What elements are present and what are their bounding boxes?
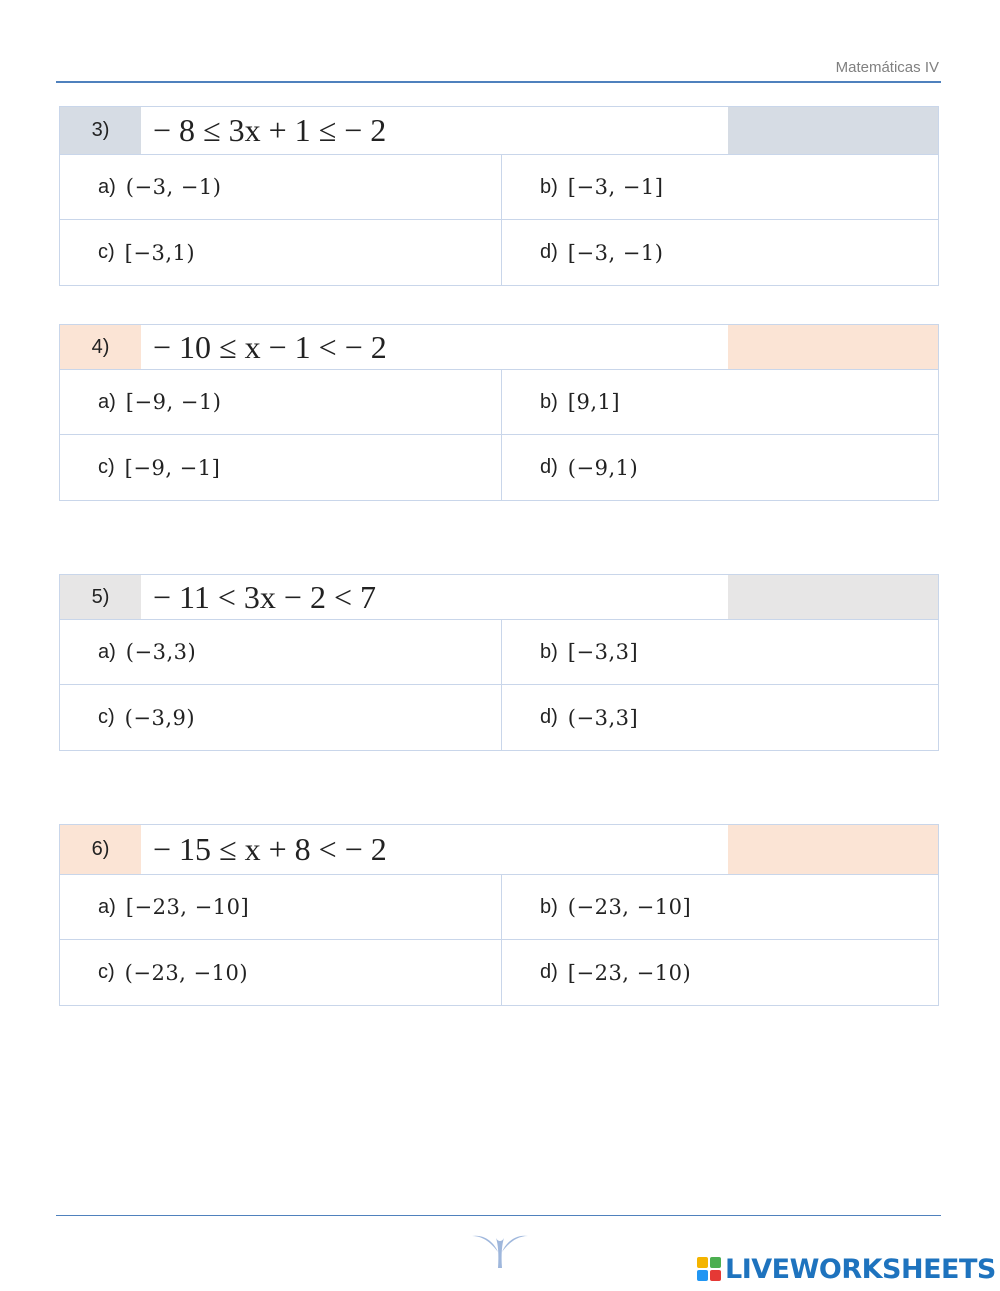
options-grid	[59, 874, 939, 1006]
option-value: (−23, −10)	[124, 960, 249, 985]
question-spacer	[406, 107, 728, 154]
question-spacer	[406, 325, 728, 369]
option-value: [−3,3]	[567, 640, 639, 664]
question-number: 4)	[60, 325, 141, 369]
options-grid	[59, 619, 939, 751]
question-number: 3)	[60, 107, 141, 154]
liveworksheets-brand[interactable]	[697, 1252, 996, 1286]
answer-box[interactable]	[728, 825, 938, 874]
option-value: [−3, −1]	[567, 175, 664, 199]
option-value: (−3,9)	[124, 705, 196, 730]
option-d[interactable]	[502, 435, 938, 500]
option-value: [−3, −1)	[567, 240, 664, 265]
option-label: c)	[98, 706, 115, 728]
answer-box[interactable]	[728, 575, 938, 619]
option-value: [−9, −1]	[124, 455, 221, 480]
option-value: [−23, −10)	[567, 960, 692, 985]
option-label: b)	[540, 175, 558, 198]
header-divider	[56, 81, 941, 83]
question-number: 5)	[60, 575, 141, 619]
page-header-title: Matemáticas IV	[835, 59, 939, 76]
option-value: (−23, −10]	[567, 895, 692, 919]
option-a[interactable]	[60, 875, 502, 940]
option-label: c)	[98, 241, 115, 263]
leaf-logo-icon	[470, 1230, 530, 1270]
question-header	[59, 324, 939, 369]
option-a[interactable]	[60, 620, 502, 685]
option-label: d)	[540, 241, 558, 263]
option-c[interactable]	[60, 220, 502, 285]
option-c[interactable]	[60, 435, 502, 500]
option-b[interactable]	[502, 875, 938, 940]
option-value: (−3,3)	[125, 640, 197, 664]
option-label: a)	[98, 640, 116, 663]
option-c[interactable]	[60, 940, 502, 1005]
answer-box[interactable]	[728, 107, 938, 154]
option-b[interactable]	[502, 370, 938, 435]
answer-box[interactable]	[728, 325, 938, 369]
question-expression: − 15 ≤ x + 8 < − 2	[141, 825, 406, 874]
question-expression: − 8 ≤ 3x + 1 ≤ − 2	[141, 107, 406, 154]
footer-divider	[56, 1215, 941, 1216]
question-6	[59, 824, 939, 1006]
option-value: (−3,3]	[567, 705, 639, 730]
option-d[interactable]	[502, 685, 938, 750]
option-label: c)	[98, 456, 115, 478]
option-value: [−23, −10]	[125, 895, 250, 919]
question-expression: − 10 ≤ x − 1 < − 2	[141, 325, 406, 369]
option-a[interactable]	[60, 370, 502, 435]
option-label: d)	[540, 961, 558, 983]
option-value: (−3, −1)	[125, 175, 222, 199]
options-grid	[59, 369, 939, 501]
option-label: b)	[540, 895, 558, 918]
question-header	[59, 106, 939, 154]
question-3	[59, 106, 939, 286]
option-c[interactable]	[60, 685, 502, 750]
option-b[interactable]	[502, 620, 938, 685]
question-spacer	[406, 825, 728, 874]
option-label: c)	[98, 961, 115, 983]
option-value: [−3,1)	[124, 240, 196, 265]
brand-squares-icon	[697, 1257, 721, 1281]
option-value: [9,1]	[567, 390, 621, 414]
question-number: 6)	[60, 825, 141, 874]
option-label: a)	[98, 390, 116, 413]
option-a[interactable]	[60, 155, 502, 220]
option-label: a)	[98, 175, 116, 198]
options-grid	[59, 154, 939, 286]
option-label: d)	[540, 456, 558, 478]
option-value: (−9,1)	[567, 455, 639, 480]
option-d[interactable]	[502, 220, 938, 285]
question-header	[59, 574, 939, 619]
option-label: b)	[540, 640, 558, 663]
question-5	[59, 574, 939, 751]
question-spacer	[406, 575, 728, 619]
question-expression: − 11 < 3x − 2 < 7	[141, 575, 406, 619]
option-value: [−9, −1)	[125, 390, 222, 414]
brand-name: LIVEWORKSHEETS	[725, 1253, 996, 1285]
option-b[interactable]	[502, 155, 938, 220]
option-label: b)	[540, 390, 558, 413]
question-4	[59, 324, 939, 501]
option-label: d)	[540, 706, 558, 728]
question-header	[59, 824, 939, 874]
option-label: a)	[98, 895, 116, 918]
option-d[interactable]	[502, 940, 938, 1005]
